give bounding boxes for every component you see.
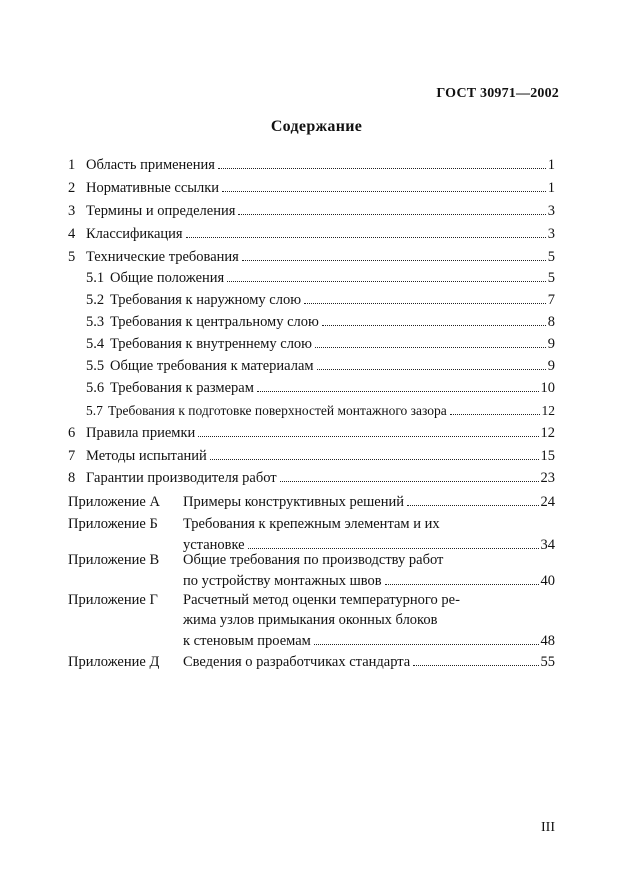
toc-entry-text: Примеры конструктивных решений <box>183 494 405 510</box>
leader-dots <box>280 481 539 482</box>
toc-entry-number: 5.1 <box>86 270 105 286</box>
toc-entry-5-4[interactable] <box>86 334 555 355</box>
toc-entry-text: к стеновым проемам <box>183 633 311 649</box>
toc-entry-number: 5.5 <box>86 358 105 374</box>
leader-dots <box>257 391 539 392</box>
leader-dots <box>322 325 546 326</box>
toc-entry-number: 6 <box>68 425 76 441</box>
toc-entry-page: 48 <box>540 633 555 649</box>
toc-entry-number: 1 <box>68 157 76 173</box>
toc-entry-5[interactable] <box>68 247 555 268</box>
toc-entry-page: 55 <box>540 654 555 670</box>
leader-dots <box>315 347 546 348</box>
toc-title: Содержание <box>270 118 363 135</box>
toc-entry-number: 4 <box>68 226 76 242</box>
toc-entry-text: жима узлов примыкания оконных блоков <box>183 612 438 628</box>
toc-entry-page: 3 <box>547 203 555 219</box>
toc-entry-text: Требования к крепежным элементам и их <box>183 516 440 532</box>
toc-entry-page: 40 <box>540 573 555 589</box>
toc-entry-page: 34 <box>540 537 555 553</box>
toc-entry-text: Технические требования <box>86 249 239 265</box>
toc-entry-page: 12 <box>541 403 555 418</box>
toc-entry-text: по устройству монтажных швов <box>183 573 382 589</box>
toc-entry-page: 9 <box>547 336 555 352</box>
toc-entry-number: 5.7 <box>86 403 103 418</box>
toc-entry-4[interactable] <box>68 224 555 245</box>
toc-entry-number: 3 <box>68 203 76 219</box>
toc-entry-number: 5 <box>68 249 76 265</box>
toc-appendix-a[interactable] <box>183 492 555 513</box>
toc-entry-page: 1 <box>547 157 555 173</box>
leader-dots <box>222 191 546 192</box>
leader-dots <box>317 369 546 370</box>
toc-entry-text: Требования к размерам <box>110 380 254 396</box>
toc-entry-5-7[interactable] <box>86 400 555 421</box>
toc-entry-5-3[interactable] <box>86 312 555 333</box>
toc-entry-page: 5 <box>547 249 555 265</box>
toc-entry-8[interactable] <box>68 468 555 489</box>
toc-appendix-v[interactable] <box>183 571 555 592</box>
leader-dots <box>304 303 546 304</box>
appendix-b-label: Приложение Б <box>68 516 158 532</box>
toc-entry-text: Общие положения <box>110 270 225 286</box>
toc-entry-number: 8 <box>68 470 76 486</box>
toc-entry-6[interactable] <box>68 423 555 444</box>
toc-entry-text: Расчетный метод оценки температурного ре- <box>183 592 460 608</box>
toc-entry-number: 5.3 <box>86 314 105 330</box>
toc-entry-5-6[interactable] <box>86 378 555 399</box>
standard-code: ГОСТ 30971—2002 <box>436 86 559 101</box>
toc-entry-page: 12 <box>540 425 555 441</box>
toc-entry-text: Область применения <box>86 157 215 173</box>
toc-entry-page: 23 <box>540 470 555 486</box>
toc-entry-page: 7 <box>547 292 555 308</box>
toc-entry-2[interactable] <box>68 178 555 199</box>
leader-dots <box>314 644 539 645</box>
toc-entry-number: 5.6 <box>86 380 105 396</box>
toc-entry-5-5[interactable] <box>86 356 555 377</box>
leader-dots <box>248 548 539 549</box>
leader-dots <box>210 459 539 460</box>
toc-entry-5-1[interactable] <box>86 268 555 289</box>
toc-entry-text: Требования к подготовке поверхностей монтажного зазора <box>108 403 447 418</box>
toc-entry-number: 7 <box>68 448 76 464</box>
leader-dots <box>218 168 546 169</box>
leader-dots <box>413 665 538 666</box>
leader-dots <box>227 281 546 282</box>
toc-entry-page: 24 <box>540 494 555 510</box>
toc-entry-text: Классификация <box>86 226 183 242</box>
toc-entry-page: 15 <box>540 448 555 464</box>
toc-entry-text: Требования к наружному слою <box>110 292 302 308</box>
toc-entry-text: Требования к центральному слою <box>110 314 319 330</box>
toc-entry-page: 5 <box>547 270 555 286</box>
leader-dots <box>186 237 546 238</box>
toc-entry-page: 10 <box>540 380 555 396</box>
page-number: III <box>541 820 555 835</box>
toc-entry-3[interactable] <box>68 201 555 222</box>
leader-dots <box>198 436 538 437</box>
toc-entry-1[interactable] <box>68 155 555 176</box>
toc-entry-number: 5.2 <box>86 292 105 308</box>
toc-entry-7[interactable] <box>68 446 555 467</box>
toc-entry-text: Термины и определения <box>86 203 236 219</box>
toc-entry-text: Общие требования к материалам <box>110 358 314 374</box>
toc-entry-5-2[interactable] <box>86 290 555 311</box>
appendix-v-label: Приложение В <box>68 552 160 568</box>
appendix-g-label: Приложение Г <box>68 592 158 608</box>
leader-dots <box>238 214 545 215</box>
toc-entry-text: Методы испытаний <box>86 448 207 464</box>
toc-entry-page: 1 <box>547 180 555 196</box>
toc-appendix-d[interactable] <box>183 652 555 673</box>
toc-entry-text: Гарантии производителя работ <box>86 470 277 486</box>
toc-entry-page: 8 <box>547 314 555 330</box>
toc-entry-text: Требования к внутреннему слою <box>110 336 313 352</box>
appendix-a-label: Приложение А <box>68 494 160 510</box>
toc-entry-text: Сведения о разработчиках стандарта <box>183 654 411 670</box>
leader-dots <box>407 505 538 506</box>
toc-entry-text: Правила приемки <box>86 425 196 441</box>
leader-dots <box>385 584 539 585</box>
appendix-d-label: Приложение Д <box>68 654 160 670</box>
toc-entry-text: Нормативные ссылки <box>86 180 220 196</box>
toc-entry-text: установке <box>183 537 245 553</box>
toc-entry-number: 5.4 <box>86 336 105 352</box>
toc-entry-page: 3 <box>547 226 555 242</box>
toc-entry-number: 2 <box>68 180 76 196</box>
toc-entry-page: 9 <box>547 358 555 374</box>
toc-appendix-g[interactable] <box>183 631 555 652</box>
leader-dots <box>242 260 546 261</box>
leader-dots <box>450 414 540 415</box>
toc-entry-text: Общие требования по производству работ <box>183 552 444 568</box>
